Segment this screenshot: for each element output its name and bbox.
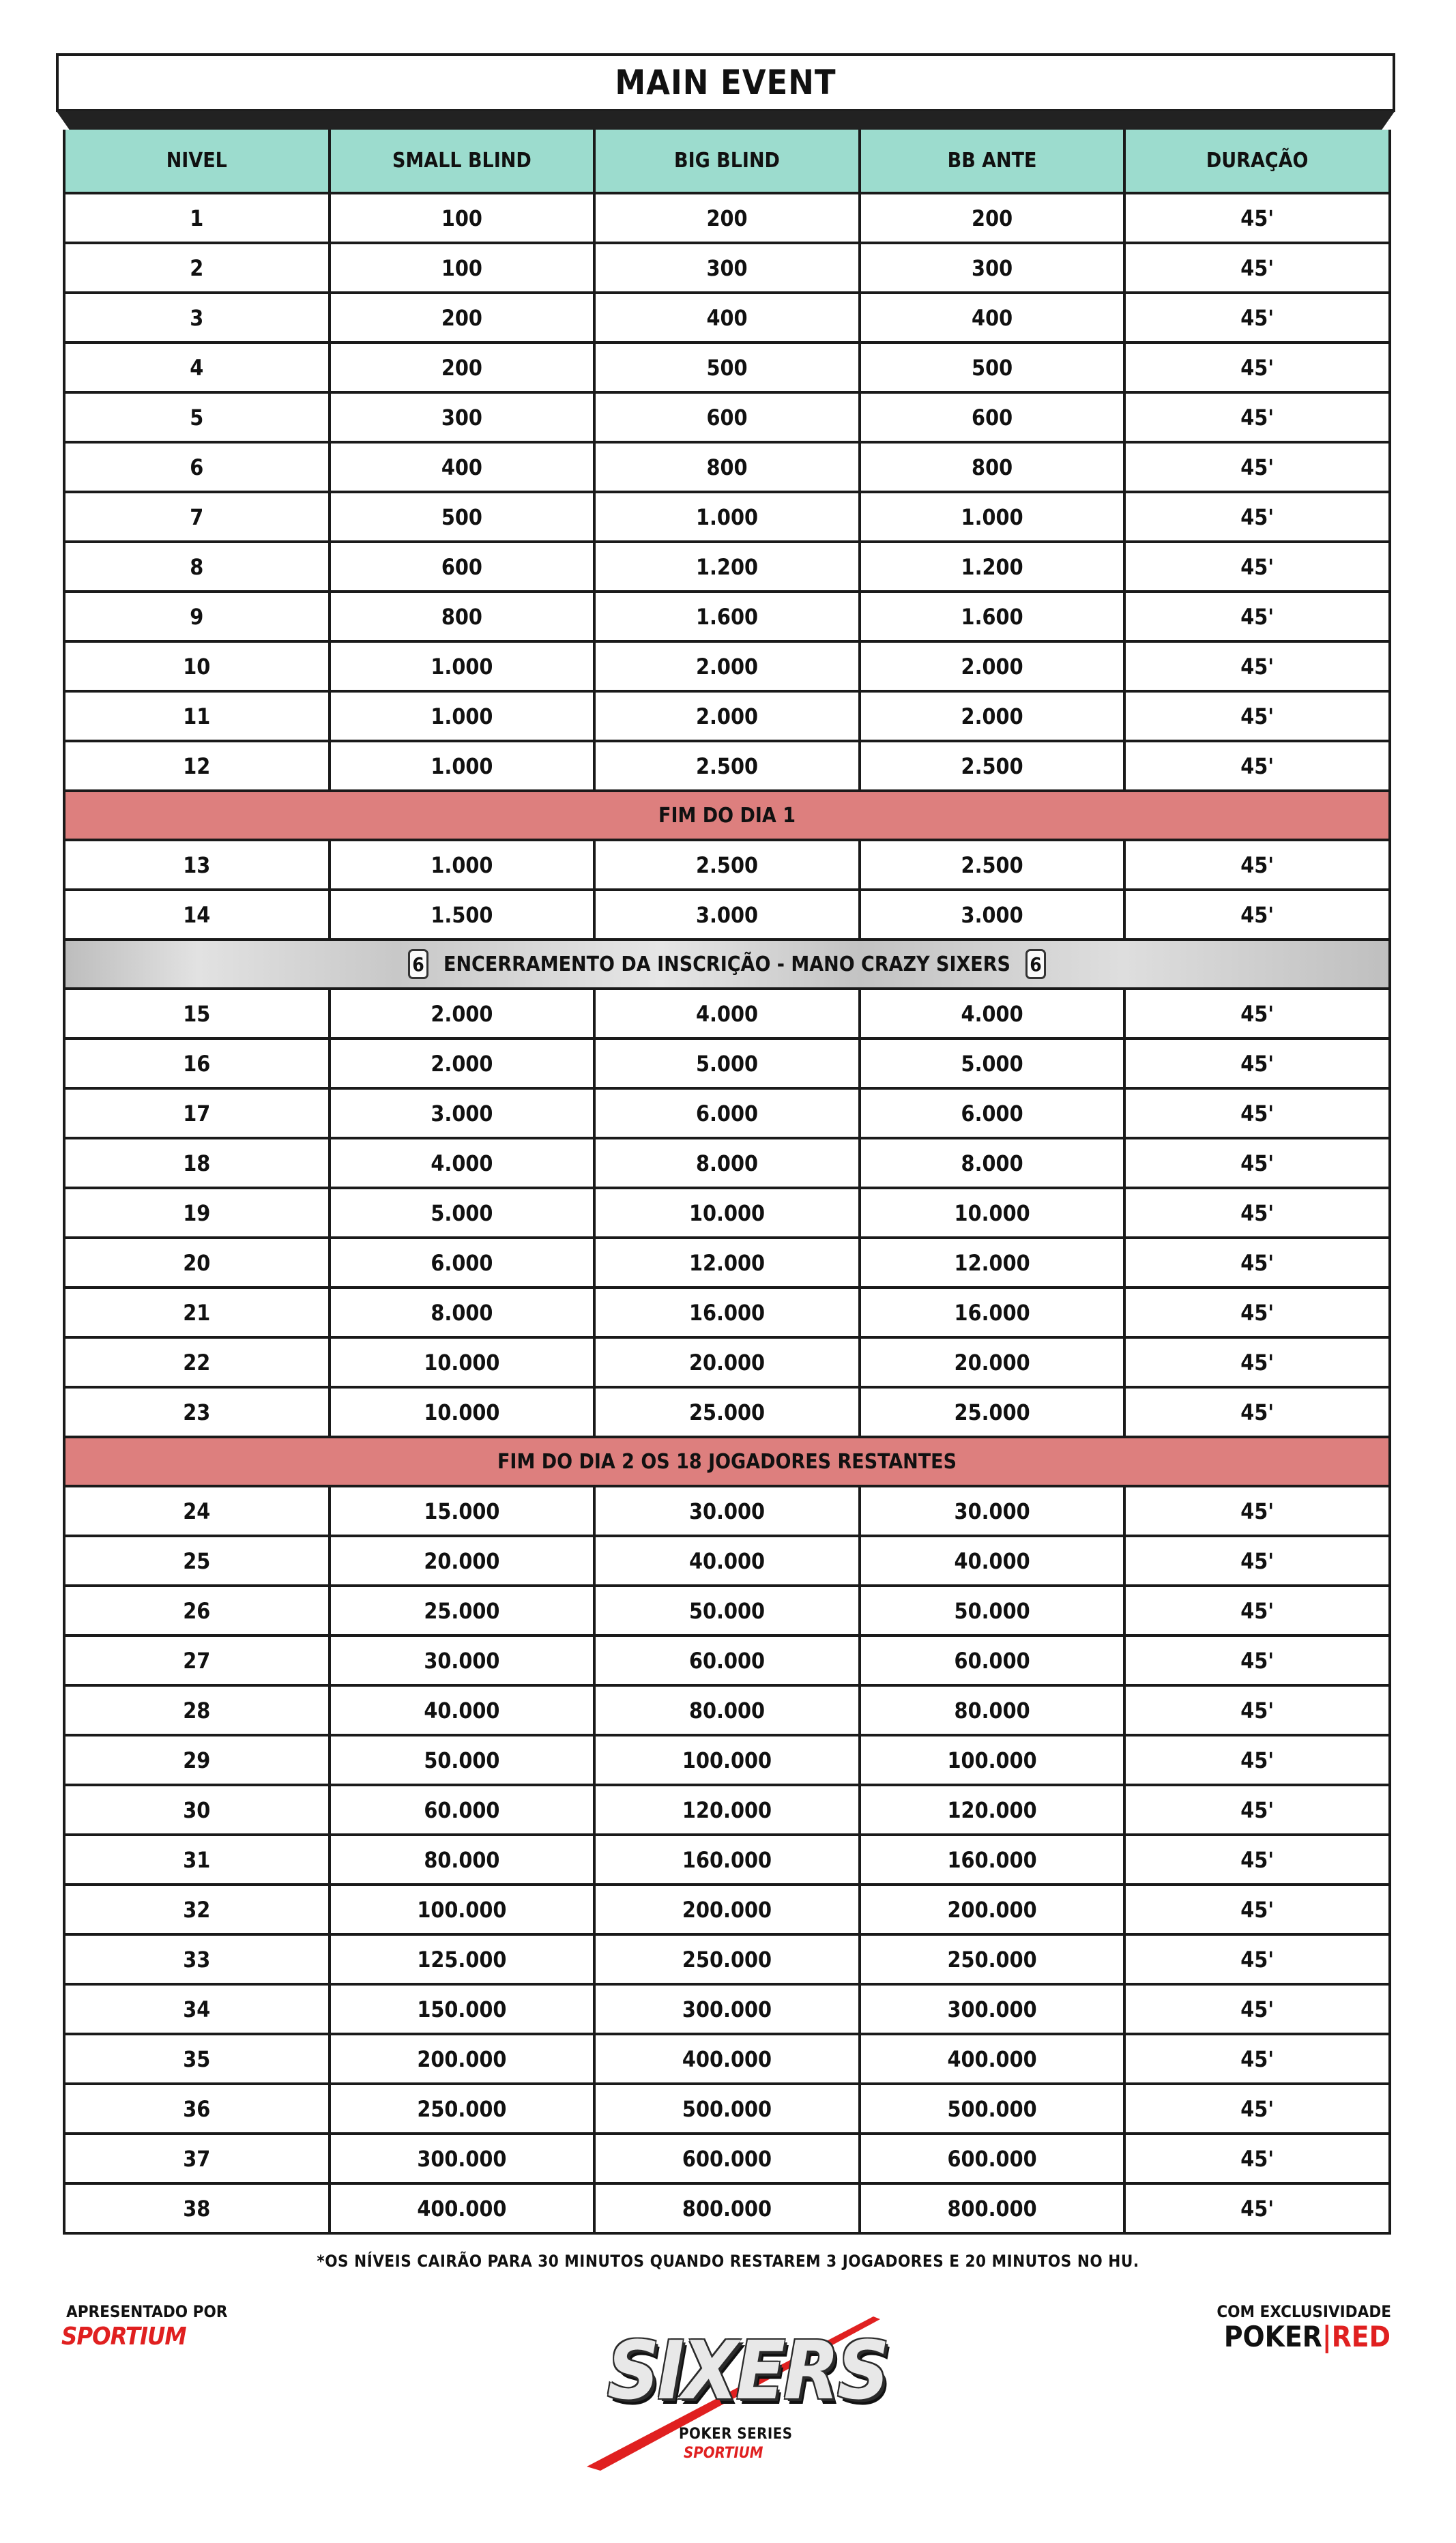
big-blind-cell: 120.000	[593, 1786, 858, 1833]
pokered-logo-separator: |	[1322, 2320, 1332, 2353]
level-cell: 22	[183, 1349, 211, 1376]
small-blind-cell: 100.000	[328, 1886, 594, 1933]
duration-cell: 45'	[1123, 891, 1388, 938]
bb-ante-cell: 2.500	[858, 742, 1124, 789]
big-blind-cell: 2.000	[593, 643, 858, 690]
duration-cell: 45'	[1123, 1736, 1388, 1784]
duration-cell: 45'	[1123, 742, 1388, 789]
small-blind-cell: 6.000	[328, 1239, 594, 1286]
duration-cell: 45'	[1123, 1139, 1388, 1187]
small-blind-cell: 500	[328, 493, 594, 540]
small-blind-cell: 800	[328, 593, 594, 640]
presented-by-label: APRESENTADO POR	[66, 2302, 228, 2321]
big-blind-cell: 20.000	[593, 1339, 858, 1386]
duration-cell: 45'	[1123, 1090, 1388, 1137]
level-cell: 3	[190, 304, 204, 331]
table-row	[65, 888, 1388, 938]
duration-cell: 45'	[1123, 244, 1388, 291]
big-blind-cell: 250.000	[593, 1936, 858, 1983]
duration-cell: 45'	[1123, 1339, 1388, 1386]
sixers-subtitle: POKER SERIES	[679, 2426, 793, 2443]
bb-ante-cell: 120.000	[858, 1786, 1124, 1833]
bb-ante-cell: 800.000	[858, 2185, 1124, 2232]
bb-ante-cell: 5.000	[858, 1040, 1124, 1087]
bb-ante-cell: 400.000	[858, 2035, 1124, 2082]
duration-cell: 45'	[1123, 693, 1388, 740]
level-cell: 24	[183, 1498, 211, 1524]
big-blind-cell: 800	[593, 444, 858, 491]
level-cell: 4	[190, 354, 204, 381]
small-blind-cell: 1.000	[328, 841, 594, 888]
level-cell: 37	[183, 2145, 211, 2172]
header-small-blind: SMALL BLIND	[328, 130, 594, 192]
table-row	[65, 1933, 1388, 1983]
bb-ante-cell: 8.000	[858, 1139, 1124, 1187]
section-registration-close	[65, 938, 1388, 987]
pokered-logo-red: RED	[1331, 2320, 1391, 2353]
table-row	[65, 2182, 1388, 2232]
table-row	[65, 2132, 1388, 2182]
big-blind-cell: 400.000	[593, 2035, 858, 2082]
level-cell: 13	[183, 852, 211, 878]
small-blind-cell: 400.000	[328, 2185, 594, 2232]
table-row	[65, 740, 1388, 789]
bb-ante-cell: 2.000	[858, 693, 1124, 740]
table-row	[65, 1236, 1388, 1286]
bb-ante-cell: 50.000	[858, 1587, 1124, 1634]
big-blind-cell: 6.000	[593, 1090, 858, 1137]
level-cell: 18	[183, 1150, 211, 1176]
duration-cell: 45'	[1123, 1836, 1388, 1883]
small-blind-cell: 5.000	[328, 1189, 594, 1236]
big-blind-cell: 2.500	[593, 742, 858, 789]
bb-ante-cell: 200	[858, 194, 1124, 242]
table-row	[65, 590, 1388, 640]
big-blind-cell: 10.000	[593, 1189, 858, 1236]
bb-ante-cell: 2.500	[858, 841, 1124, 888]
small-blind-cell: 30.000	[328, 1637, 594, 1684]
table-row	[65, 987, 1388, 1037]
big-blind-cell: 8.000	[593, 1139, 858, 1187]
bb-ante-cell: 6.000	[858, 1090, 1124, 1137]
big-blind-cell: 500	[593, 344, 858, 391]
bb-ante-cell: 40.000	[858, 1537, 1124, 1584]
duration-cell: 45'	[1123, 2035, 1388, 2082]
small-blind-cell: 600	[328, 543, 594, 590]
level-cell: 21	[183, 1299, 211, 1326]
small-blind-cell: 80.000	[328, 1836, 594, 1883]
level-cell: 1	[190, 205, 204, 231]
blind-structure-table	[63, 130, 1391, 2235]
duration-cell: 45'	[1123, 1537, 1388, 1584]
level-cell: 14	[183, 901, 211, 928]
level-cell: 16	[183, 1050, 211, 1077]
small-blind-cell: 2.000	[328, 1040, 594, 1087]
big-blind-cell: 600	[593, 394, 858, 441]
bb-ante-cell: 16.000	[858, 1289, 1124, 1336]
level-cell: 35	[183, 2046, 211, 2072]
bb-ante-cell: 100.000	[858, 1736, 1124, 1784]
duration-cell: 45'	[1123, 1936, 1388, 1983]
bb-ante-cell: 30.000	[858, 1487, 1124, 1535]
duration-cell: 45'	[1123, 1389, 1388, 1436]
big-blind-cell: 1.000	[593, 493, 858, 540]
bb-ante-cell: 250.000	[858, 1936, 1124, 1983]
big-blind-cell: 12.000	[593, 1239, 858, 1286]
level-block-1	[65, 192, 1388, 789]
dice-six-icon: 6	[408, 949, 428, 979]
bb-ante-cell: 800	[858, 444, 1124, 491]
small-blind-cell: 1.500	[328, 891, 594, 938]
level-block-3	[65, 987, 1388, 1436]
level-cell: 7	[190, 504, 204, 530]
small-blind-cell: 50.000	[328, 1736, 594, 1784]
duration-cell: 45'	[1123, 1886, 1388, 1933]
level-cell: 11	[183, 703, 211, 729]
big-blind-cell: 600.000	[593, 2135, 858, 2182]
table-row	[65, 1336, 1388, 1386]
table-row	[65, 192, 1388, 242]
duration-cell: 45'	[1123, 1239, 1388, 1286]
big-blind-cell: 1.600	[593, 593, 858, 640]
duration-cell: 45'	[1123, 1587, 1388, 1634]
bb-ante-cell: 4.000	[858, 990, 1124, 1037]
big-blind-cell: 1.200	[593, 543, 858, 590]
big-blind-cell: 2.500	[593, 841, 858, 888]
small-blind-cell: 400	[328, 444, 594, 491]
table-row	[65, 291, 1388, 341]
table-row	[65, 839, 1388, 888]
big-blind-cell: 100.000	[593, 1736, 858, 1784]
big-blind-cell: 200	[593, 194, 858, 242]
table-row	[65, 2033, 1388, 2082]
small-blind-cell: 40.000	[328, 1687, 594, 1734]
level-cell: 17	[183, 1100, 211, 1127]
level-cell: 20	[183, 1249, 211, 1276]
sixers-poker-series-logo	[573, 2310, 887, 2473]
small-blind-cell: 1.000	[328, 693, 594, 740]
bb-ante-cell: 25.000	[858, 1389, 1124, 1436]
table-row	[65, 1684, 1388, 1734]
bb-ante-cell: 300	[858, 244, 1124, 291]
exclusive-label: COM EXCLUSIVIDADE	[1217, 2302, 1391, 2321]
level-cell: 27	[183, 1647, 211, 1674]
table-row	[65, 540, 1388, 590]
big-blind-cell: 4.000	[593, 990, 858, 1037]
bb-ante-cell: 12.000	[858, 1239, 1124, 1286]
table-row	[65, 1833, 1388, 1883]
bb-ante-cell: 1.000	[858, 493, 1124, 540]
header-bb-ante: BB ANTE	[858, 130, 1124, 192]
pokered-logo-poker: POKER	[1223, 2320, 1322, 2353]
table-row	[65, 1784, 1388, 1833]
level-cell: 6	[190, 454, 204, 480]
duration-cell: 45'	[1123, 643, 1388, 690]
big-blind-cell: 80.000	[593, 1687, 858, 1734]
big-blind-cell: 500.000	[593, 2085, 858, 2132]
small-blind-cell: 150.000	[328, 1986, 594, 2033]
small-blind-cell: 300.000	[328, 2135, 594, 2182]
big-blind-cell: 3.000	[593, 891, 858, 938]
big-blind-cell: 300.000	[593, 1986, 858, 2033]
sixers-sportium: SPORTIUM	[684, 2445, 763, 2462]
big-blind-cell: 2.000	[593, 693, 858, 740]
footnote: *OS NÍVEIS CAIRÃO PARA 30 MINUTOS QUANDO RESTAREM 3 JOGADORES E 20 MINUTOS NO HU.	[317, 2252, 1139, 2271]
level-block-4	[65, 1485, 1388, 2232]
level-cell: 33	[183, 1946, 211, 1973]
dice-six-icon: 6	[1025, 949, 1046, 979]
bb-ante-cell: 60.000	[858, 1637, 1124, 1684]
small-blind-cell: 300	[328, 394, 594, 441]
small-blind-cell: 20.000	[328, 1537, 594, 1584]
small-blind-cell: 200	[328, 294, 594, 341]
duration-cell: 45'	[1123, 2085, 1388, 2132]
small-blind-cell: 125.000	[328, 1936, 594, 1983]
level-cell: 15	[183, 1000, 211, 1027]
big-blind-cell: 200.000	[593, 1886, 858, 1933]
table-row	[65, 1535, 1388, 1584]
duration-cell: 45'	[1123, 1786, 1388, 1833]
bb-ante-cell: 10.000	[858, 1189, 1124, 1236]
section-end-day-2: FIM DO DIA 2 OS 18 JOGADORES RESTANTES	[65, 1436, 1388, 1485]
level-cell: 30	[183, 1797, 211, 1823]
small-blind-cell: 2.000	[328, 990, 594, 1037]
level-cell: 8	[190, 553, 204, 580]
level-cell: 23	[183, 1399, 211, 1425]
table-row	[65, 690, 1388, 740]
table-row	[65, 1734, 1388, 1784]
bb-ante-cell: 200.000	[858, 1886, 1124, 1933]
level-cell: 2	[190, 255, 204, 281]
small-blind-cell: 1.000	[328, 643, 594, 690]
duration-cell: 45'	[1123, 344, 1388, 391]
event-title: MAIN EVENT	[56, 53, 1395, 112]
small-blind-cell: 200	[328, 344, 594, 391]
level-cell: 38	[183, 2195, 211, 2222]
table-row	[65, 391, 1388, 441]
table-row	[65, 2082, 1388, 2132]
big-blind-cell: 25.000	[593, 1389, 858, 1436]
table-row	[65, 1087, 1388, 1137]
level-cell: 25	[183, 1547, 211, 1574]
level-cell: 19	[183, 1200, 211, 1226]
big-blind-cell: 60.000	[593, 1637, 858, 1684]
bb-ante-cell: 3.000	[858, 891, 1124, 938]
duration-cell: 45'	[1123, 2185, 1388, 2232]
bb-ante-cell: 1.600	[858, 593, 1124, 640]
small-blind-cell: 200.000	[328, 2035, 594, 2082]
big-blind-cell: 16.000	[593, 1289, 858, 1336]
table-row	[65, 1584, 1388, 1634]
small-blind-cell: 1.000	[328, 742, 594, 789]
level-cell: 12	[183, 753, 211, 779]
header-nivel: NIVEL	[166, 149, 227, 173]
level-cell: 26	[183, 1597, 211, 1624]
big-blind-cell: 5.000	[593, 1040, 858, 1087]
bb-ante-cell: 2.000	[858, 643, 1124, 690]
level-cell: 36	[183, 2095, 211, 2122]
table-row	[65, 341, 1388, 391]
pokered-logo	[1224, 2320, 1391, 2353]
duration-cell: 45'	[1123, 294, 1388, 341]
small-blind-cell: 15.000	[328, 1487, 594, 1535]
title-underline-bar	[56, 111, 1395, 130]
bb-ante-cell: 80.000	[858, 1687, 1124, 1734]
table-row	[65, 1883, 1388, 1933]
table-row	[65, 441, 1388, 491]
bb-ante-cell: 1.200	[858, 543, 1124, 590]
small-blind-cell: 250.000	[328, 2085, 594, 2132]
table-row	[65, 1983, 1388, 2033]
big-blind-cell: 800.000	[593, 2185, 858, 2232]
bb-ante-cell: 160.000	[858, 1836, 1124, 1883]
duration-cell: 45'	[1123, 2135, 1388, 2182]
big-blind-cell: 400	[593, 294, 858, 341]
sportium-logo: SPORTIUM	[61, 2323, 186, 2351]
duration-cell: 45'	[1123, 1487, 1388, 1535]
table-row	[65, 1485, 1388, 1535]
duration-cell: 45'	[1123, 394, 1388, 441]
small-blind-cell: 60.000	[328, 1786, 594, 1833]
sixers-wordmark: SIXERS	[607, 2323, 888, 2417]
duration-cell: 45'	[1123, 444, 1388, 491]
duration-cell: 45'	[1123, 1637, 1388, 1684]
level-cell: 10	[183, 653, 211, 680]
header-big-blind: BIG BLIND	[593, 130, 858, 192]
small-blind-cell: 3.000	[328, 1090, 594, 1137]
duration-cell: 45'	[1123, 1289, 1388, 1336]
small-blind-cell: 8.000	[328, 1289, 594, 1336]
bb-ante-cell: 300.000	[858, 1986, 1124, 2033]
level-cell: 31	[183, 1846, 211, 1873]
big-blind-cell: 160.000	[593, 1836, 858, 1883]
duration-cell: 45'	[1123, 1986, 1388, 2033]
section-end-day-1: FIM DO DIA 1	[65, 789, 1388, 839]
level-block-2	[65, 839, 1388, 938]
small-blind-cell: 100	[328, 194, 594, 242]
bb-ante-cell: 400	[858, 294, 1124, 341]
table-row	[65, 1037, 1388, 1087]
level-cell: 32	[183, 1896, 211, 1923]
table-row	[65, 1386, 1388, 1436]
duration-cell: 45'	[1123, 593, 1388, 640]
table-row	[65, 640, 1388, 690]
table-row	[65, 1187, 1388, 1236]
bb-ante-cell: 600.000	[858, 2135, 1124, 2182]
duration-cell: 45'	[1123, 194, 1388, 242]
table-row	[65, 491, 1388, 540]
small-blind-cell: 10.000	[328, 1389, 594, 1436]
table-row	[65, 1137, 1388, 1187]
small-blind-cell: 100	[328, 244, 594, 291]
small-blind-cell: 25.000	[328, 1587, 594, 1634]
duration-cell: 45'	[1123, 1687, 1388, 1734]
small-blind-cell: 10.000	[328, 1339, 594, 1386]
table-row	[65, 1634, 1388, 1684]
table-row	[65, 242, 1388, 291]
duration-cell: 45'	[1123, 1040, 1388, 1087]
header-duracao: DURAÇÃO	[1123, 130, 1388, 192]
duration-cell: 45'	[1123, 841, 1388, 888]
level-cell: 29	[183, 1747, 211, 1773]
duration-cell: 45'	[1123, 543, 1388, 590]
bb-ante-cell: 20.000	[858, 1339, 1124, 1386]
level-cell: 5	[190, 404, 204, 431]
level-cell: 34	[183, 1996, 211, 2022]
level-cell: 28	[183, 1697, 211, 1724]
big-blind-cell: 30.000	[593, 1487, 858, 1535]
section-registration-close-label: ENCERRAMENTO DA INSCRIÇÃO - MANO CRAZY SIXERS	[443, 952, 1010, 976]
level-cell: 9	[190, 603, 204, 630]
duration-cell: 45'	[1123, 990, 1388, 1037]
table-header-row	[65, 130, 1388, 192]
big-blind-cell: 50.000	[593, 1587, 858, 1634]
bb-ante-cell: 500	[858, 344, 1124, 391]
small-blind-cell: 4.000	[328, 1139, 594, 1187]
big-blind-cell: 40.000	[593, 1537, 858, 1584]
table-row	[65, 1286, 1388, 1336]
bb-ante-cell: 500.000	[858, 2085, 1124, 2132]
duration-cell: 45'	[1123, 493, 1388, 540]
bb-ante-cell: 600	[858, 394, 1124, 441]
duration-cell: 45'	[1123, 1189, 1388, 1236]
big-blind-cell: 300	[593, 244, 858, 291]
